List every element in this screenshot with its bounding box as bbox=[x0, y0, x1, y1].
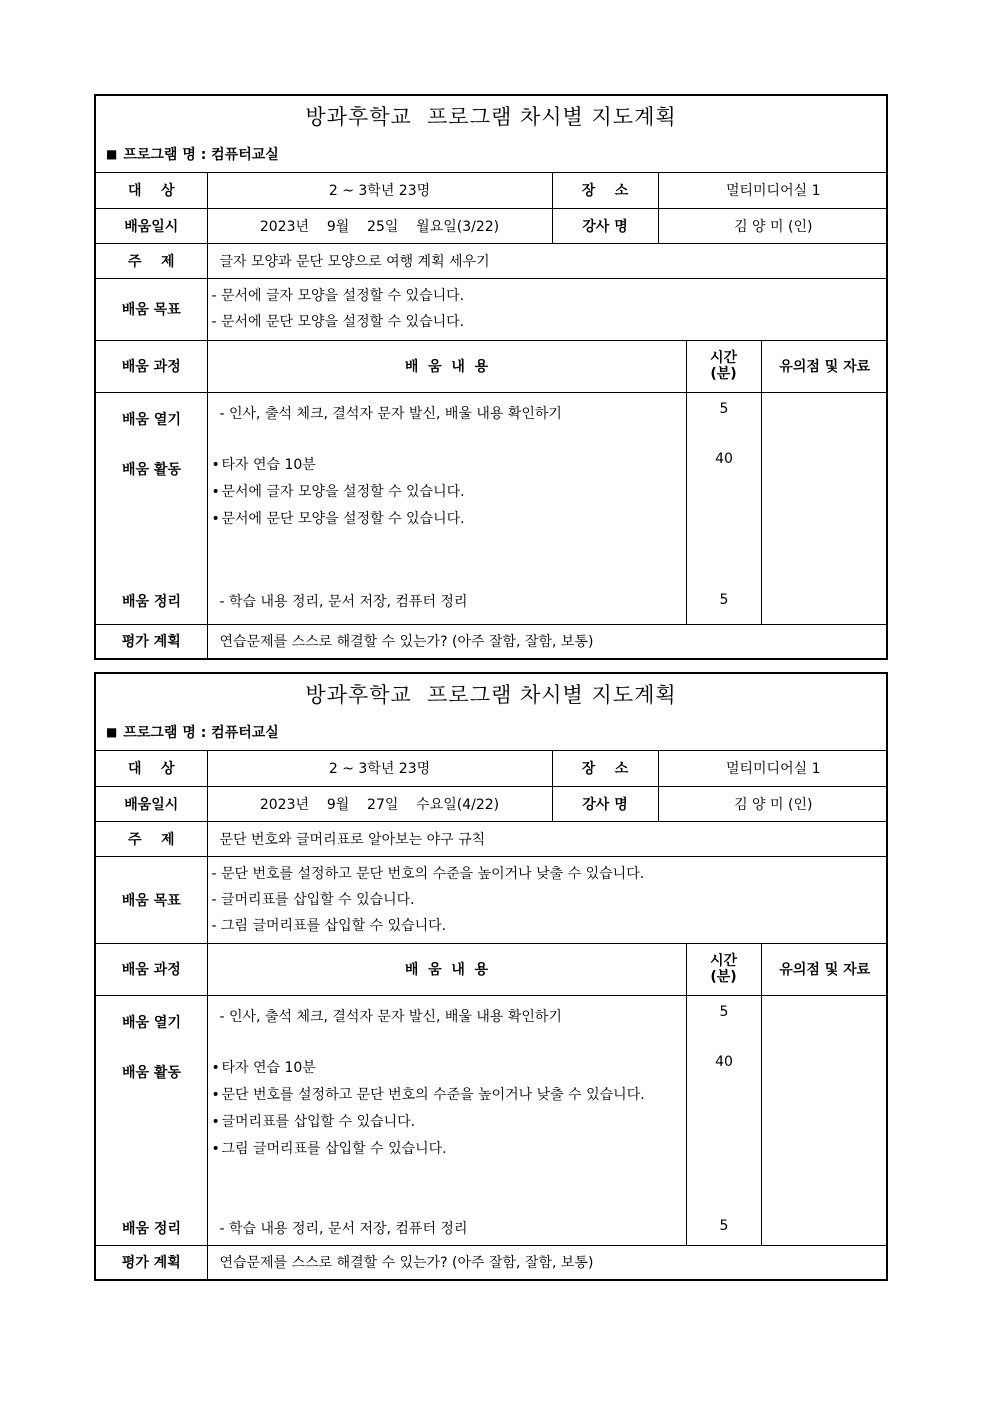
goal-item: - 문서에 문단 모양을 설정할 수 있습니다. bbox=[211, 314, 465, 330]
goal-list bbox=[207, 278, 888, 340]
topic-row bbox=[96, 821, 888, 856]
activity-list bbox=[212, 452, 682, 533]
step-activity-time: 40 bbox=[715, 1053, 733, 1070]
eval-value: 연습문제를 스스로 해결할 수 있는가? (아주 잘함, 잘함, 보통) bbox=[207, 1245, 888, 1279]
teacher-label: 강사 명 bbox=[552, 208, 658, 243]
list-item: • 문단 번호를 설정하고 문단 번호의 수준을 높이거나 낮출 수 있습니다. bbox=[212, 1082, 682, 1109]
goal-item: - 문서에 글자 모양을 설정할 수 있습니다. bbox=[211, 288, 465, 304]
step-open-label: 배움 열기 bbox=[122, 1014, 181, 1031]
process-labels bbox=[96, 995, 207, 1245]
process-content bbox=[207, 995, 686, 1245]
step-close-time: 5 bbox=[719, 1217, 729, 1234]
date-label: 배움일시 bbox=[96, 786, 207, 821]
target-label: 대 상 bbox=[96, 751, 207, 786]
teacher-label: 강사 명 bbox=[552, 786, 658, 821]
goal-item: - 문단 번호를 설정하고 문단 번호의 수준을 높이거나 낮출 수 있습니다. bbox=[211, 865, 645, 882]
step-open-label: 배움 열기 bbox=[122, 411, 181, 428]
bullet-icon: • bbox=[211, 483, 220, 500]
place-value: 멀티미디어실 1 bbox=[658, 751, 888, 786]
lesson-plan-1 bbox=[94, 94, 888, 660]
date-label: 배움일시 bbox=[96, 208, 207, 243]
bullet-icon: • bbox=[211, 456, 220, 473]
plan-table bbox=[96, 751, 888, 1279]
list-item: • 타자 연습 10분 bbox=[212, 452, 682, 479]
time-header-line-2: (분) bbox=[710, 969, 737, 985]
goal-item: - 글머리표를 삽입할 수 있습니다. bbox=[211, 891, 415, 908]
eval-row bbox=[96, 1245, 888, 1279]
goal-item: - 그림 글머리표를 삽입할 수 있습니다. bbox=[211, 917, 447, 934]
process-header-row bbox=[96, 340, 888, 392]
place-value: 멀티미디어실 1 bbox=[658, 173, 888, 208]
topic-label: 주 제 bbox=[96, 243, 207, 278]
process-times bbox=[686, 995, 761, 1245]
bullet-icon: • bbox=[211, 1086, 220, 1103]
step-open-time: 5 bbox=[719, 1003, 729, 1020]
list-item: • 문서에 글자 모양을 설정할 수 있습니다. bbox=[212, 479, 682, 506]
process-header-row bbox=[96, 943, 888, 995]
target-value: 2 ~ 3학년 23명 bbox=[207, 751, 552, 786]
program-name: 프로그램 명 : 컴퓨터교실 bbox=[123, 725, 279, 741]
process-labels bbox=[96, 392, 207, 624]
lesson-plan-2 bbox=[94, 672, 888, 1281]
teacher-value: 김 양 미 (인) bbox=[658, 786, 888, 821]
target-value: 2 ~ 3학년 23명 bbox=[207, 173, 552, 208]
list-item: • 글머리표를 삽입할 수 있습니다. bbox=[212, 1109, 682, 1136]
topic-value: 글자 모양과 문단 모양으로 여행 계획 세우기 bbox=[207, 243, 888, 278]
eval-label: 평가 계획 bbox=[96, 624, 207, 658]
activity-list bbox=[212, 1055, 682, 1163]
topic-value: 문단 번호와 글머리표로 알아보는 야구 규칙 bbox=[207, 821, 888, 856]
list-item: • 타자 연습 10분 bbox=[212, 1055, 682, 1082]
bullet-icon: • bbox=[211, 1059, 220, 1076]
step-close-text: - 학습 내용 정리, 문서 저장, 컴퓨터 정리 bbox=[219, 593, 468, 610]
step-close-time: 5 bbox=[719, 591, 729, 608]
step-open-time: 5 bbox=[719, 400, 729, 417]
bullet-icon: • bbox=[211, 1113, 220, 1130]
date-row bbox=[96, 786, 888, 821]
place-label: 장 소 bbox=[552, 751, 658, 786]
process-content bbox=[207, 392, 686, 624]
time-header-line-1: 시간 bbox=[709, 350, 738, 366]
date-value: 2023년 9월 27일 수요일(4/22) bbox=[207, 786, 552, 821]
program-name: 프로그램 명 : 컴퓨터교실 bbox=[123, 147, 279, 163]
bullet-icon: • bbox=[211, 510, 220, 527]
notes-cell bbox=[761, 392, 888, 624]
step-activity-label: 배움 활동 bbox=[122, 1064, 181, 1081]
notes-header: 유의점 및 자료 bbox=[761, 340, 888, 392]
notes-header: 유의점 및 자료 bbox=[761, 943, 888, 995]
list-item: • 그림 글머리표를 삽입할 수 있습니다. bbox=[212, 1136, 682, 1163]
program-name-row bbox=[96, 714, 886, 751]
goal-label: 배움 목표 bbox=[96, 278, 207, 340]
target-row bbox=[96, 751, 888, 786]
topic-label: 주 제 bbox=[96, 821, 207, 856]
step-activity-time: 40 bbox=[715, 450, 733, 467]
process-body-row bbox=[96, 995, 888, 1245]
time-header bbox=[686, 340, 761, 392]
step-open-text: - 인사, 출석 체크, 결석자 문자 발신, 배울 내용 확인하기 bbox=[219, 1008, 562, 1025]
process-body-row bbox=[96, 392, 888, 624]
step-open-text: - 인사, 출석 체크, 결석자 문자 발신, 배울 내용 확인하기 bbox=[219, 405, 562, 422]
eval-value: 연습문제를 스스로 해결할 수 있는가? (아주 잘함, 잘함, 보통) bbox=[207, 624, 888, 658]
plan-title: 방과후학교 프로그램 차시별 지도계획 bbox=[305, 683, 677, 707]
process-times bbox=[686, 392, 761, 624]
eval-row bbox=[96, 624, 888, 658]
notes-cell bbox=[761, 995, 888, 1245]
date-row bbox=[96, 208, 888, 243]
place-label: 장 소 bbox=[552, 173, 658, 208]
bullet-icon: • bbox=[211, 1140, 220, 1157]
step-close-text: - 학습 내용 정리, 문서 저장, 컴퓨터 정리 bbox=[219, 1220, 468, 1237]
content-header: 배 움 내 용 bbox=[207, 943, 686, 995]
process-header: 배움 과정 bbox=[96, 340, 207, 392]
target-label: 대 상 bbox=[96, 173, 207, 208]
date-value: 2023년 9월 25일 월요일(3/22) bbox=[207, 208, 552, 243]
time-header bbox=[686, 943, 761, 995]
plan-table bbox=[96, 173, 888, 658]
square-bullet-icon: ■ bbox=[106, 725, 118, 739]
square-bullet-icon: ■ bbox=[106, 147, 118, 161]
teacher-value: 김 양 미 (인) bbox=[658, 208, 888, 243]
goal-row bbox=[96, 856, 888, 943]
program-name-row bbox=[96, 136, 886, 173]
goal-label: 배움 목표 bbox=[96, 856, 207, 943]
list-item: • 문서에 문단 모양을 설정할 수 있습니다. bbox=[212, 506, 682, 533]
goal-list bbox=[207, 856, 888, 943]
goal-row bbox=[96, 278, 888, 340]
step-close-label: 배움 정리 bbox=[122, 1220, 181, 1237]
eval-label: 평가 계획 bbox=[96, 1245, 207, 1279]
target-row bbox=[96, 173, 888, 208]
time-header-line-1: 시간 bbox=[709, 953, 738, 969]
topic-row bbox=[96, 243, 888, 278]
plan-title: 방과후학교 프로그램 차시별 지도계획 bbox=[305, 105, 677, 129]
process-header: 배움 과정 bbox=[96, 943, 207, 995]
content-header: 배 움 내 용 bbox=[207, 340, 686, 392]
step-close-label: 배움 정리 bbox=[122, 593, 181, 610]
time-header-line-2: (분) bbox=[710, 366, 737, 382]
step-activity-label: 배움 활동 bbox=[122, 461, 181, 478]
